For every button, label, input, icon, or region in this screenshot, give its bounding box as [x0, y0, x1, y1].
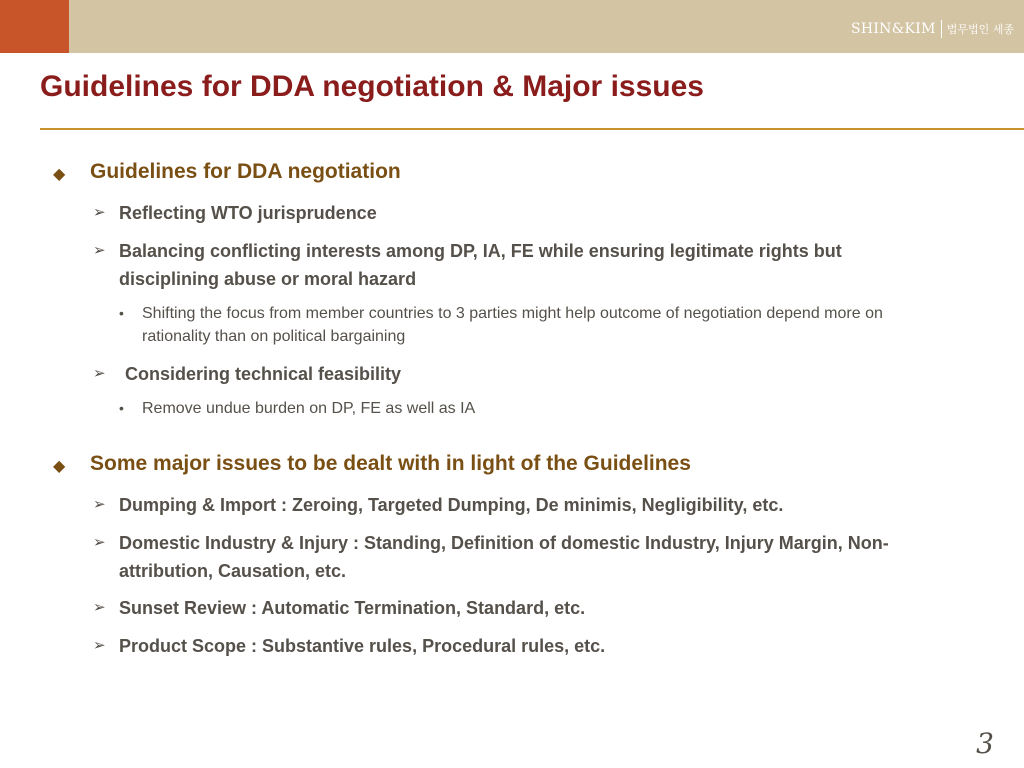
sub-list-item: • Remove undue burden on DP, FE as well as IA — [142, 397, 942, 420]
dot-bullet-icon: • — [119, 305, 124, 321]
arrowhead-bullet-icon: ➢ — [93, 242, 106, 259]
diamond-bullet-icon: ◆ — [53, 166, 66, 183]
list-item: ➢ Product Scope : Substantive rules, Procedural rules, etc. — [119, 632, 979, 660]
logo-korean: 법무법인 세종 — [946, 23, 1014, 36]
dot-bullet-icon: • — [119, 400, 124, 416]
list-item: ➢ Sunset Review : Automatic Termination, Standard, etc. — [119, 594, 979, 622]
arrowhead-bullet-icon: ➢ — [93, 637, 106, 654]
section-heading: ◆ Guidelines for DDA negotiation — [53, 160, 401, 183]
list-item: ➢ Balancing conflicting interests among DP, IA, FE while ensuring legitimate rights but disciplining abuse or moral hazard — [119, 237, 939, 293]
section-heading: ◆ Some major issues to be dealt with in light of the Guidelines — [53, 452, 691, 475]
logo-english: SHIN&KIM — [850, 21, 936, 37]
arrowhead-bullet-icon: ➢ — [93, 599, 106, 616]
arrowhead-bullet-icon: ➢ — [93, 534, 106, 551]
arrowhead-bullet-icon: ➢ — [93, 496, 106, 513]
arrowhead-bullet-icon: ➢ — [93, 204, 106, 221]
list-item: ➢ Reflecting WTO jurisprudence — [119, 199, 979, 227]
list-item: ➢ Domestic Industry & Injury : Standing, Definition of domestic Industry, Injury Margin, Non-attribution, Causation, etc. — [119, 529, 969, 585]
page-number: 3 — [976, 727, 994, 760]
list-item: ➢ Dumping & Import : Zeroing, Targeted Dumping, De minimis, Negligibility, etc. — [119, 491, 999, 519]
sub-list-item: • Shifting the focus from member countries to 3 parties might help outcome of negotiation depend more on rationality than on political bargaining — [142, 302, 942, 348]
list-item: ➢ Considering technical feasibility — [119, 360, 979, 388]
diamond-bullet-icon: ◆ — [53, 458, 66, 475]
arrowhead-bullet-icon: ➢ — [93, 365, 106, 382]
slide-title: Guidelines for DDA negotiation & Major issues — [40, 70, 704, 103]
